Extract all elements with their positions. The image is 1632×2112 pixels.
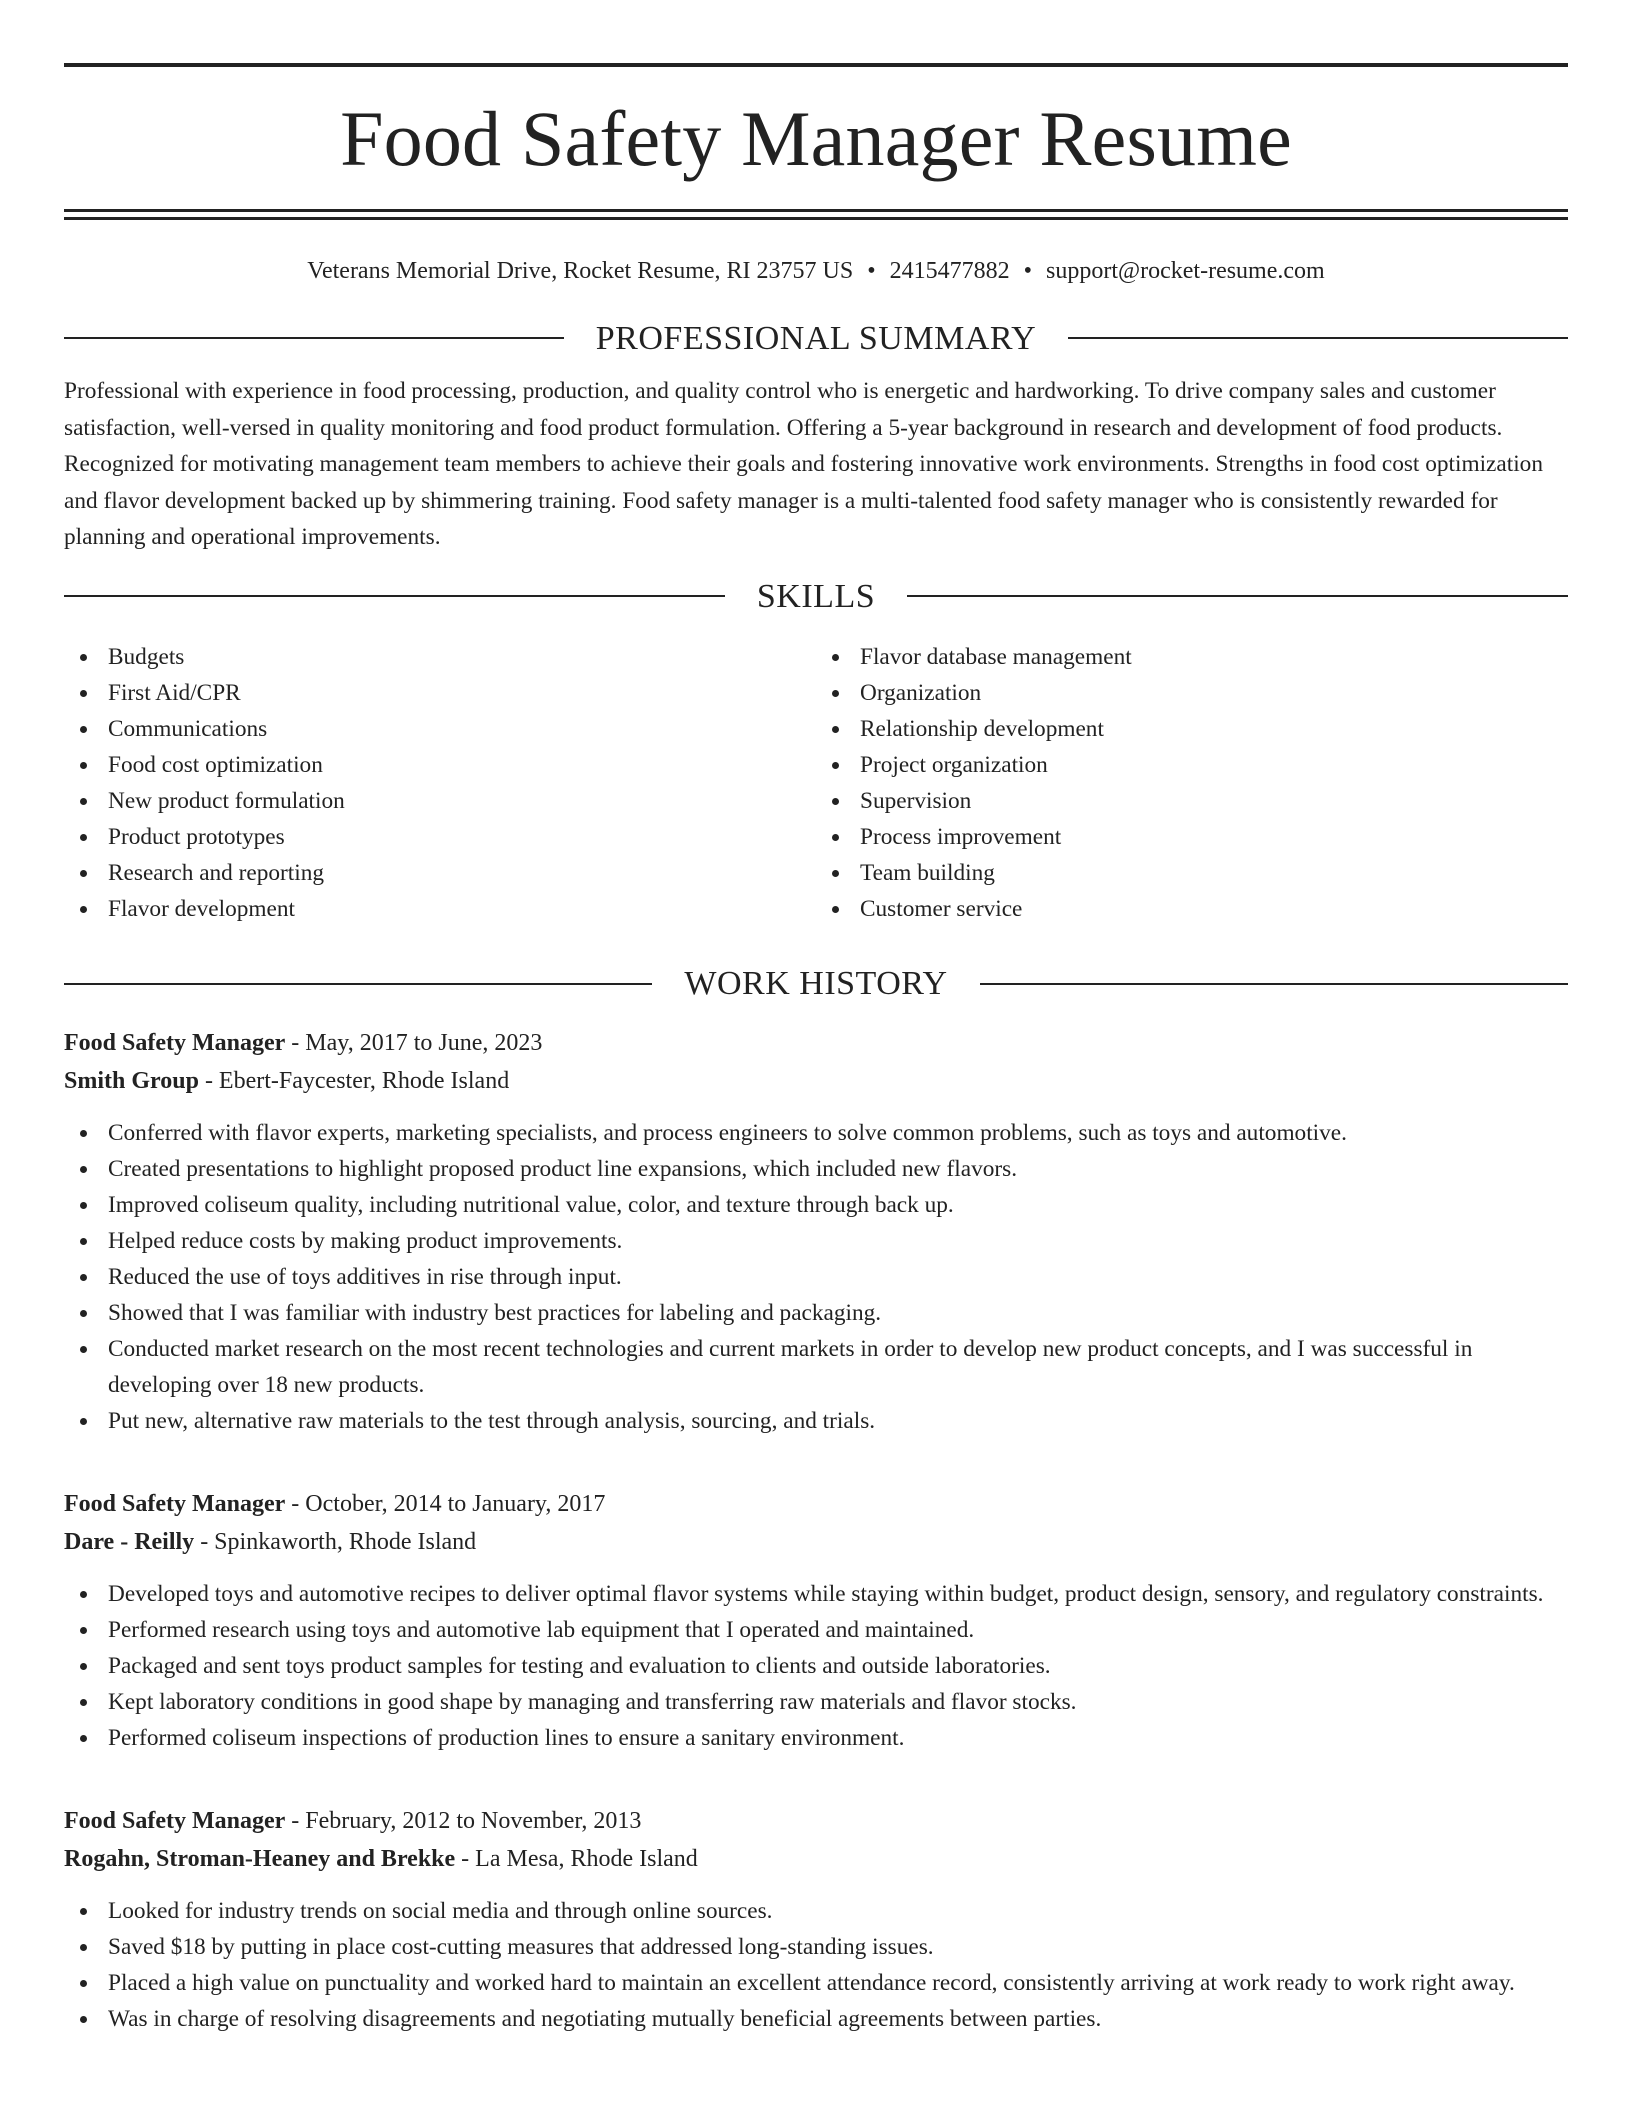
job-bullet: Developed toys and automotive recipes to deliver optimal flavor systems while staying within budget, product design, sensory, and regulatory constraints. [64,1576,1568,1612]
job-bullet: Was in charge of resolving disagreements and negotiating mutually beneficial agreements between parties. [64,2001,1568,2037]
job-dates: - May, 2017 to June, 2023 [285,1030,543,1057]
skill-item: Process improvement [816,819,1568,855]
job-entry [64,1024,1568,1439]
skill-item: Supervision [816,783,1568,819]
job-bullets [64,1115,1568,1439]
skill-item: First Aid/CPR [64,675,816,711]
job-company-line [64,1523,1568,1561]
job-location: - La Mesa, Rhode Island [455,1846,698,1873]
job-bullet: Improved coliseum quality, including nutritional value, color, and texture through back up. [64,1187,1568,1223]
job-company: Rogahn, Stroman-Heaney and Brekke [64,1846,456,1873]
contact-separator: • [1023,258,1033,284]
skill-item: New product formulation [64,783,816,819]
job-entry [64,1485,1568,1756]
job-company: Dare - Reilly [64,1529,195,1556]
job-dates: - February, 2012 to November, 2013 [285,1808,642,1835]
skill-item: Project organization [816,747,1568,783]
skills-column-left [64,639,816,927]
job-bullet: Conferred with flavor experts, marketing specialists, and process engineers to solve common problems, such as toys and automotive. [64,1115,1568,1151]
work-heading-label: WORK HISTORY [684,965,948,1003]
job-company: Smith Group [64,1068,199,1095]
job-bullet: Saved $18 by putting in place cost-cutting measures that addressed long-standing issues. [64,1929,1568,1965]
job-company-line [64,1062,1568,1100]
skill-item: Team building [816,855,1568,891]
job-location: - Spinkaworth, Rhode Island [194,1529,477,1556]
skill-item: Organization [816,675,1568,711]
contact-address: Veterans Memorial Drive, Rocket Resume, RI 23757 US [307,258,854,284]
title-double-rule [64,209,1568,220]
skills-list [64,639,1568,927]
job-title-line [64,1485,1568,1523]
job-bullets [64,1893,1568,2037]
skills-heading [64,578,1568,615]
top-rule [64,63,1568,67]
job-bullets [64,1576,1568,1756]
skill-item: Communications [64,711,816,747]
job-bullet: Performed coliseum inspections of production lines to ensure a sanitary environment. [64,1720,1568,1756]
job-bullet: Kept laboratory conditions in good shape by managing and transferring raw materials and flavor stocks. [64,1684,1568,1720]
skill-item: Food cost optimization [64,747,816,783]
heading-rule-left [64,983,652,985]
heading-rule-right [907,595,1568,597]
job-entry [64,1802,1568,2037]
job-title-line [64,1802,1568,1840]
job-location: - Ebert-Faycester, Rhode Island [198,1068,510,1095]
contact-email: support@rocket-resume.com [1046,258,1325,284]
skill-item: Customer service [816,891,1568,927]
job-dates: - October, 2014 to January, 2017 [285,1491,606,1518]
summary-text: Professional with experience in food processing, production, and quality control who is energetic and hardworking. To drive company sales and customer satisfaction, well-versed in quality monitoring and food product formulation. Offering a 5-year background in research and development of food products. Recognized for motivating management team members to achieve their goals and fostering innovative work environments. Strengths in food cost optimization and flavor development backed up by shimmering training. Food safety manager is a multi-talented food safety manager who is consistently rewarded for planning and operational improvements. [64,378,1543,551]
contact-line [64,257,1568,286]
heading-rule-left [64,595,725,597]
job-title: Food Safety Manager [64,1491,286,1518]
work-heading [64,965,1568,1002]
summary-heading [64,320,1568,357]
skill-item: Flavor development [64,891,816,927]
skill-item: Flavor database management [816,639,1568,675]
job-bullet: Created presentations to highlight proposed product line expansions, which included new flavors. [64,1151,1568,1187]
work-history-list [64,1024,1568,2037]
skill-item: Relationship development [816,711,1568,747]
resume-title: Food Safety Manager Resume [340,95,1292,182]
job-bullet: Helped reduce costs by making product improvements. [64,1223,1568,1259]
job-title-line [64,1024,1568,1062]
job-bullet: Reduced the use of toys additives in rise through input. [64,1259,1568,1295]
job-bullet: Put new, alternative raw materials to the test through analysis, sourcing, and trials. [64,1403,1568,1439]
skill-item: Research and reporting [64,855,816,891]
contact-separator: • [867,258,876,284]
job-bullet: Performed research using toys and automotive lab equipment that I operated and maintained. [64,1612,1568,1648]
skills-column-right [816,639,1568,927]
skill-item: Product prototypes [64,819,816,855]
heading-rule-left [64,337,564,339]
job-bullet: Packaged and sent toys product samples for testing and evaluation to clients and outside laboratories. [64,1648,1568,1684]
job-title: Food Safety Manager [64,1030,286,1057]
job-company-line [64,1840,1568,1878]
heading-rule-right [980,983,1568,985]
job-bullet: Placed a high value on punctuality and worked hard to maintain an excellent attendance record, consistently arriving at work ready to work right away. [64,1965,1568,2001]
contact-phone: 2415477882 [889,258,1010,284]
job-bullet: Looked for industry trends on social media and through online sources. [64,1893,1568,1929]
summary-heading-label: PROFESSIONAL SUMMARY [595,319,1037,357]
skills-heading-label: SKILLS [756,577,876,615]
job-title: Food Safety Manager [64,1808,286,1835]
job-bullet: Conducted market research on the most recent technologies and current markets in order to develop new product concepts, and I was successful in developing over 18 new products. [64,1331,1568,1403]
job-bullet: Showed that I was familiar with industry best practices for labeling and packaging. [64,1295,1568,1331]
heading-rule-right [1068,337,1568,339]
skill-item: Budgets [64,639,816,675]
